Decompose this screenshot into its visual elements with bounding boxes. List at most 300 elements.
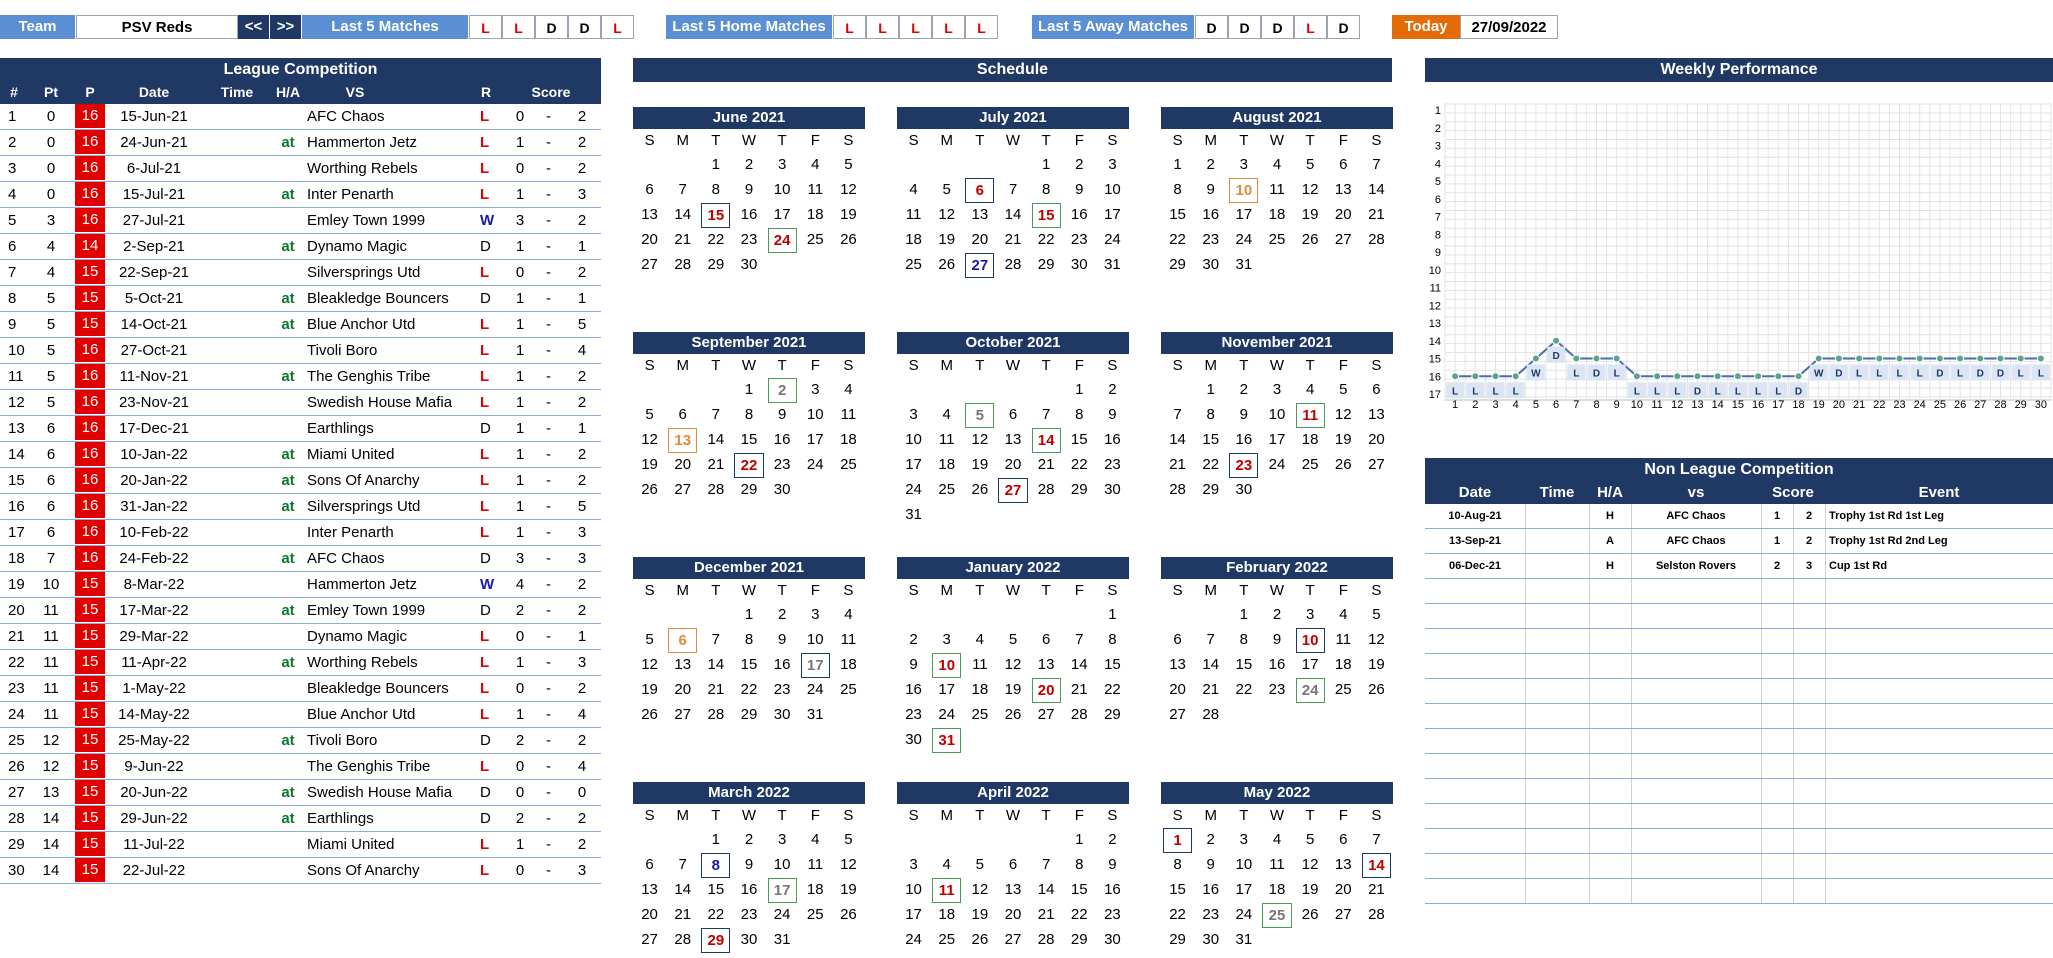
calendar-day[interactable]: 17 — [905, 906, 922, 923]
calendar-day[interactable]: 11 — [1269, 856, 1285, 873]
calendar-day[interactable]: 18 — [1268, 881, 1286, 898]
table-row[interactable] — [1425, 679, 2053, 704]
calendar-day[interactable]: 25 — [840, 456, 857, 473]
match-day[interactable]: 20 — [1032, 678, 1061, 703]
calendar-day[interactable]: 19 — [641, 456, 658, 473]
calendar-day[interactable]: 14 — [1202, 656, 1220, 673]
calendar-day[interactable]: 13 — [1334, 856, 1352, 873]
match-day[interactable]: 10 — [1229, 178, 1258, 203]
calendar-day[interactable]: 24 — [806, 456, 824, 473]
calendar-day[interactable]: 5 — [844, 156, 853, 173]
calendar-day[interactable]: 22 — [707, 906, 725, 923]
next-team-button[interactable]: >> — [270, 15, 301, 39]
calendar-day[interactable]: 10 — [1104, 181, 1121, 198]
calendar-day[interactable]: 12 — [971, 431, 989, 448]
calendar-day[interactable]: 18 — [806, 206, 824, 223]
calendar-day[interactable]: 26 — [938, 256, 956, 273]
calendar-day[interactable]: 12 — [938, 206, 956, 223]
match-day[interactable]: 2 — [768, 378, 797, 403]
calendar-day[interactable]: 11 — [938, 431, 955, 448]
calendar-day[interactable]: 19 — [1334, 431, 1352, 448]
calendar-day[interactable]: 8 — [1041, 181, 1051, 198]
calendar-day[interactable]: 16 — [1104, 431, 1121, 448]
calendar-day[interactable]: 10 — [1235, 856, 1253, 873]
calendar-day[interactable]: 3 — [811, 381, 820, 398]
calendar-day[interactable]: 20 — [1004, 456, 1022, 473]
calendar-day[interactable]: 13 — [1368, 406, 1385, 423]
calendar-day[interactable]: 8 — [1173, 181, 1182, 198]
calendar-day[interactable]: 19 — [971, 906, 989, 923]
table-row[interactable] — [1425, 879, 2053, 904]
calendar-day[interactable]: 27 — [641, 931, 658, 948]
calendar-day[interactable]: 1 — [1075, 381, 1084, 398]
calendar-day[interactable]: 2 — [1108, 381, 1117, 398]
calendar-day[interactable]: 3 — [1108, 156, 1117, 173]
calendar-day[interactable]: 21 — [1037, 456, 1055, 473]
calendar-day[interactable]: 25 — [840, 681, 857, 698]
calendar-day[interactable]: 25 — [938, 481, 956, 498]
calendar-day[interactable]: 26 — [971, 481, 989, 498]
match-day[interactable]: 8 — [701, 853, 730, 878]
table-row[interactable] — [1425, 754, 2053, 779]
match-day[interactable]: 13 — [668, 428, 697, 453]
calendar-day[interactable]: 18 — [938, 456, 956, 473]
calendar-day[interactable]: 12 — [1334, 406, 1352, 423]
calendar-day[interactable]: 20 — [1334, 206, 1352, 223]
table-row[interactable] — [1425, 729, 2053, 754]
table-row[interactable] — [1425, 504, 2053, 529]
calendar-day[interactable]: 26 — [971, 931, 989, 948]
calendar-day[interactable]: 13 — [971, 206, 989, 223]
calendar-day[interactable]: 20 — [674, 681, 692, 698]
calendar-day[interactable]: 6 — [1008, 856, 1018, 873]
calendar-day[interactable]: 8 — [744, 631, 754, 648]
calendar-day[interactable]: 14 — [1004, 206, 1022, 223]
calendar-day[interactable]: 16 — [773, 431, 791, 448]
calendar-day[interactable]: 27 — [641, 256, 658, 273]
match-day[interactable]: 29 — [701, 928, 730, 953]
calendar-day[interactable]: 26 — [1301, 231, 1319, 248]
calendar-day[interactable]: 27 — [1037, 706, 1055, 723]
calendar-day[interactable]: 28 — [1004, 256, 1022, 273]
calendar-day[interactable]: 4 — [811, 831, 820, 848]
calendar-day[interactable]: 22 — [1070, 456, 1088, 473]
calendar-day[interactable]: 19 — [1301, 206, 1319, 223]
table-row[interactable] — [0, 754, 601, 780]
table-row[interactable] — [0, 858, 601, 884]
calendar-day[interactable]: 10 — [806, 406, 824, 423]
calendar-day[interactable]: 30 — [773, 706, 791, 723]
calendar-day[interactable]: 7 — [1206, 631, 1215, 648]
calendar-day[interactable]: 18 — [905, 231, 922, 248]
calendar-day[interactable]: 12 — [971, 881, 989, 898]
prev-team-button[interactable]: << — [238, 15, 269, 39]
calendar-day[interactable]: 29 — [1070, 481, 1088, 498]
calendar-day[interactable]: 19 — [938, 231, 956, 248]
calendar-day[interactable]: 2 — [1206, 831, 1215, 848]
calendar-day[interactable]: 2 — [1239, 381, 1249, 398]
calendar-day[interactable]: 16 — [773, 656, 791, 673]
calendar-day[interactable]: 19 — [641, 681, 658, 698]
calendar-day[interactable]: 2 — [744, 831, 754, 848]
calendar-day[interactable]: 21 — [1037, 906, 1055, 923]
calendar-day[interactable]: 1 — [744, 606, 754, 623]
calendar-day[interactable]: 3 — [777, 831, 787, 848]
calendar-day[interactable]: 3 — [777, 156, 787, 173]
calendar-day[interactable]: 19 — [840, 206, 857, 223]
match-day[interactable]: 6 — [965, 178, 994, 203]
calendar-day[interactable]: 17 — [905, 456, 922, 473]
calendar-day[interactable]: 19 — [840, 881, 857, 898]
calendar-day[interactable]: 8 — [1108, 631, 1117, 648]
calendar-day[interactable]: 31 — [1235, 931, 1253, 948]
calendar-day[interactable]: 25 — [806, 906, 824, 923]
calendar-day[interactable]: 19 — [1301, 881, 1319, 898]
calendar-day[interactable]: 4 — [1272, 831, 1282, 848]
calendar-day[interactable]: 24 — [806, 681, 824, 698]
calendar-day[interactable]: 25 — [1268, 231, 1286, 248]
calendar-day[interactable]: 24 — [938, 706, 956, 723]
table-row[interactable] — [0, 104, 601, 130]
calendar-day[interactable]: 13 — [1169, 656, 1186, 673]
calendar-day[interactable]: 6 — [678, 406, 687, 423]
table-row[interactable] — [0, 130, 601, 156]
calendar-day[interactable]: 20 — [641, 906, 658, 923]
calendar-day[interactable]: 28 — [1368, 231, 1385, 248]
calendar-day[interactable]: 12 — [1301, 181, 1319, 198]
calendar-day[interactable]: 19 — [1004, 681, 1022, 698]
calendar-day[interactable]: 29 — [1169, 256, 1186, 273]
calendar-day[interactable]: 1 — [1075, 831, 1084, 848]
match-day[interactable]: 6 — [668, 628, 697, 653]
table-row[interactable] — [0, 208, 601, 234]
calendar-day[interactable]: 31 — [905, 506, 922, 523]
match-day[interactable]: 17 — [801, 653, 830, 678]
match-day[interactable]: 10 — [1296, 628, 1325, 653]
calendar-day[interactable]: 2 — [909, 631, 918, 648]
calendar-day[interactable]: 29 — [1104, 706, 1121, 723]
calendar-day[interactable]: 9 — [744, 856, 754, 873]
calendar-day[interactable]: 21 — [674, 906, 692, 923]
table-row[interactable] — [0, 806, 601, 832]
calendar-day[interactable]: 7 — [1075, 631, 1084, 648]
calendar-day[interactable]: 6 — [1008, 406, 1018, 423]
table-row[interactable] — [1425, 779, 2053, 804]
calendar-day[interactable]: 14 — [674, 206, 692, 223]
calendar-day[interactable]: 20 — [674, 456, 692, 473]
calendar-day[interactable]: 28 — [1368, 906, 1385, 923]
calendar-day[interactable]: 27 — [1368, 456, 1385, 473]
calendar-day[interactable]: 28 — [707, 481, 725, 498]
calendar-day[interactable]: 27 — [674, 706, 692, 723]
calendar-day[interactable]: 27 — [1334, 906, 1352, 923]
calendar-day[interactable]: 7 — [1372, 831, 1381, 848]
calendar-day[interactable]: 3 — [811, 606, 820, 623]
table-row[interactable] — [0, 624, 601, 650]
calendar-day[interactable]: 10 — [806, 631, 824, 648]
calendar-day[interactable]: 30 — [740, 256, 758, 273]
calendar-day[interactable]: 25 — [1301, 456, 1319, 473]
calendar-day[interactable]: 11 — [807, 856, 824, 873]
calendar-day[interactable]: 10 — [905, 881, 922, 898]
match-day[interactable]: 31 — [932, 728, 961, 753]
table-row[interactable] — [0, 650, 601, 676]
table-row[interactable] — [0, 182, 601, 208]
match-day[interactable]: 24 — [768, 228, 797, 253]
calendar-day[interactable]: 20 — [1004, 906, 1022, 923]
calendar-day[interactable]: 21 — [1004, 231, 1022, 248]
table-row[interactable] — [1425, 704, 2053, 729]
calendar-day[interactable]: 13 — [1037, 656, 1055, 673]
calendar-day[interactable]: 29 — [740, 706, 758, 723]
calendar-day[interactable]: 4 — [844, 606, 853, 623]
calendar-day[interactable]: 3 — [909, 406, 918, 423]
calendar-day[interactable]: 24 — [1235, 231, 1253, 248]
calendar-day[interactable]: 2 — [777, 606, 787, 623]
calendar-day[interactable]: 23 — [1070, 231, 1088, 248]
calendar-day[interactable]: 15 — [1070, 431, 1088, 448]
calendar-day[interactable]: 26 — [840, 906, 857, 923]
calendar-day[interactable]: 8 — [711, 181, 721, 198]
calendar-day[interactable]: 6 — [1372, 381, 1381, 398]
table-row[interactable] — [0, 156, 601, 182]
match-day[interactable]: 25 — [1262, 903, 1291, 928]
match-day[interactable]: 17 — [768, 878, 797, 903]
calendar-day[interactable]: 24 — [905, 931, 922, 948]
calendar-day[interactable]: 29 — [1169, 931, 1186, 948]
calendar-day[interactable]: 9 — [1108, 406, 1117, 423]
table-row[interactable] — [0, 676, 601, 702]
calendar-day[interactable]: 29 — [740, 481, 758, 498]
calendar-day[interactable]: 6 — [1173, 631, 1182, 648]
calendar-day[interactable]: 8 — [1206, 406, 1215, 423]
calendar-day[interactable]: 4 — [942, 856, 951, 873]
calendar-day[interactable]: 20 — [1334, 881, 1352, 898]
table-row[interactable] — [0, 468, 601, 494]
table-row[interactable] — [1425, 854, 2053, 879]
calendar-day[interactable]: 13 — [1004, 431, 1022, 448]
calendar-day[interactable]: 9 — [1075, 181, 1084, 198]
calendar-day[interactable]: 23 — [1104, 906, 1121, 923]
calendar-day[interactable]: 21 — [1202, 681, 1220, 698]
table-row[interactable] — [0, 364, 601, 390]
calendar-day[interactable]: 22 — [1070, 906, 1088, 923]
calendar-day[interactable]: 9 — [1239, 406, 1249, 423]
calendar-day[interactable]: 22 — [1104, 681, 1121, 698]
calendar-day[interactable]: 31 — [1235, 256, 1253, 273]
table-row[interactable] — [1425, 629, 2053, 654]
table-row[interactable] — [0, 572, 601, 598]
table-row[interactable] — [0, 546, 601, 572]
table-row[interactable] — [0, 260, 601, 286]
calendar-day[interactable]: 22 — [707, 231, 725, 248]
calendar-day[interactable]: 5 — [942, 181, 951, 198]
calendar-day[interactable]: 15 — [740, 431, 758, 448]
calendar-day[interactable]: 11 — [840, 406, 857, 423]
calendar-day[interactable]: 26 — [1301, 906, 1319, 923]
calendar-day[interactable]: 17 — [1235, 881, 1253, 898]
table-row[interactable] — [1425, 804, 2053, 829]
calendar-day[interactable]: 9 — [777, 406, 787, 423]
calendar-day[interactable]: 14 — [1169, 431, 1186, 448]
calendar-day[interactable]: 29 — [1070, 931, 1088, 948]
calendar-day[interactable]: 30 — [1202, 931, 1220, 948]
match-day[interactable]: 15 — [701, 203, 730, 228]
calendar-day[interactable]: 16 — [1235, 431, 1253, 448]
calendar-day[interactable]: 9 — [1206, 181, 1215, 198]
calendar-day[interactable]: 9 — [777, 631, 787, 648]
calendar-day[interactable]: 31 — [773, 931, 791, 948]
calendar-day[interactable]: 8 — [1173, 856, 1182, 873]
calendar-day[interactable]: 6 — [1041, 631, 1051, 648]
calendar-day[interactable]: 23 — [1202, 231, 1220, 248]
calendar-day[interactable]: 11 — [972, 656, 988, 673]
table-row[interactable] — [0, 702, 601, 728]
calendar-day[interactable]: 24 — [905, 481, 922, 498]
table-row[interactable] — [1425, 654, 2053, 679]
calendar-day[interactable]: 23 — [1104, 456, 1121, 473]
calendar-day[interactable]: 21 — [674, 231, 692, 248]
calendar-day[interactable]: 2 — [1108, 831, 1117, 848]
calendar-day[interactable]: 30 — [1104, 481, 1121, 498]
table-row[interactable] — [0, 416, 601, 442]
calendar-day[interactable]: 15 — [740, 656, 758, 673]
calendar-day[interactable]: 8 — [1239, 631, 1249, 648]
calendar-day[interactable]: 5 — [975, 856, 985, 873]
calendar-day[interactable]: 25 — [938, 931, 956, 948]
match-day[interactable]: 27 — [965, 253, 994, 278]
calendar-day[interactable]: 7 — [711, 406, 721, 423]
calendar-day[interactable]: 1 — [1173, 156, 1182, 173]
calendar-day[interactable]: 21 — [1070, 681, 1088, 698]
calendar-day[interactable]: 4 — [1339, 606, 1348, 623]
table-row[interactable] — [1425, 529, 2053, 554]
calendar-day[interactable]: 17 — [773, 206, 791, 223]
calendar-day[interactable]: 15 — [1235, 656, 1253, 673]
calendar-day[interactable]: 22 — [1169, 906, 1186, 923]
calendar-day[interactable]: 30 — [773, 481, 791, 498]
calendar-day[interactable]: 23 — [1202, 906, 1220, 923]
calendar-day[interactable]: 29 — [707, 256, 725, 273]
match-day[interactable]: 22 — [734, 453, 763, 478]
calendar-day[interactable]: 28 — [707, 706, 725, 723]
calendar-day[interactable]: 17 — [1235, 206, 1253, 223]
calendar-day[interactable]: 2 — [1206, 156, 1215, 173]
table-row[interactable] — [1425, 604, 2053, 629]
calendar-day[interactable]: 14 — [707, 656, 725, 673]
calendar-day[interactable]: 17 — [1104, 206, 1121, 223]
calendar-day[interactable]: 15 — [1202, 431, 1220, 448]
calendar-day[interactable]: 20 — [971, 231, 989, 248]
calendar-day[interactable]: 4 — [975, 631, 985, 648]
calendar-day[interactable]: 10 — [905, 431, 922, 448]
calendar-day[interactable]: 26 — [840, 231, 857, 248]
calendar-day[interactable]: 17 — [806, 431, 824, 448]
calendar-day[interactable]: 25 — [806, 231, 824, 248]
calendar-day[interactable]: 2 — [1075, 156, 1084, 173]
calendar-day[interactable]: 25 — [1334, 681, 1352, 698]
calendar-day[interactable]: 9 — [744, 181, 754, 198]
calendar-day[interactable]: 28 — [1070, 706, 1088, 723]
calendar-day[interactable]: 18 — [971, 681, 989, 698]
calendar-day[interactable]: 3 — [942, 631, 951, 648]
calendar-day[interactable]: 1 — [711, 156, 721, 173]
calendar-day[interactable]: 5 — [1372, 606, 1381, 623]
calendar-day[interactable]: 5 — [1008, 631, 1018, 648]
calendar-day[interactable]: 6 — [1339, 156, 1348, 173]
calendar-day[interactable]: 17 — [938, 681, 956, 698]
table-row[interactable] — [0, 234, 601, 260]
calendar-day[interactable]: 14 — [1037, 881, 1055, 898]
calendar-day[interactable]: 16 — [905, 681, 922, 698]
calendar-day[interactable]: 30 — [1235, 481, 1253, 498]
calendar-day[interactable]: 5 — [1339, 381, 1348, 398]
calendar-day[interactable]: 27 — [674, 481, 692, 498]
calendar-day[interactable]: 21 — [707, 681, 725, 698]
calendar-day[interactable]: 15 — [1169, 206, 1186, 223]
table-row[interactable] — [0, 442, 601, 468]
table-row[interactable] — [1425, 579, 2053, 604]
calendar-day[interactable]: 20 — [1368, 431, 1385, 448]
calendar-day[interactable]: 30 — [1202, 256, 1220, 273]
calendar-day[interactable]: 1 — [1206, 381, 1215, 398]
calendar-day[interactable]: 23 — [740, 231, 758, 248]
calendar-day[interactable]: 11 — [840, 631, 857, 648]
calendar-day[interactable]: 28 — [674, 256, 692, 273]
calendar-day[interactable]: 22 — [1202, 456, 1220, 473]
calendar-day[interactable]: 25 — [905, 256, 922, 273]
calendar-day[interactable]: 4 — [844, 381, 853, 398]
calendar-day[interactable]: 23 — [773, 456, 791, 473]
calendar-day[interactable]: 25 — [971, 706, 989, 723]
calendar-day[interactable]: 28 — [1202, 706, 1220, 723]
match-day[interactable]: 27 — [998, 478, 1027, 503]
calendar-day[interactable]: 14 — [674, 881, 692, 898]
calendar-day[interactable]: 21 — [1368, 881, 1385, 898]
calendar-day[interactable]: 5 — [844, 831, 853, 848]
calendar-day[interactable]: 26 — [1334, 456, 1352, 473]
calendar-day[interactable]: 11 — [807, 181, 824, 198]
calendar-day[interactable]: 16 — [740, 206, 758, 223]
calendar-day[interactable]: 24 — [1235, 906, 1253, 923]
calendar-day[interactable]: 3 — [1239, 156, 1249, 173]
calendar-day[interactable]: 13 — [1004, 881, 1022, 898]
calendar-day[interactable]: 18 — [806, 881, 824, 898]
calendar-day[interactable]: 29 — [1037, 256, 1055, 273]
calendar-day[interactable]: 12 — [1301, 856, 1319, 873]
calendar-day[interactable]: 30 — [740, 931, 758, 948]
table-row[interactable] — [1425, 829, 2053, 854]
calendar-day[interactable]: 4 — [1305, 381, 1315, 398]
table-row[interactable] — [0, 598, 601, 624]
calendar-day[interactable]: 28 — [1037, 931, 1055, 948]
table-row[interactable] — [1425, 554, 2053, 579]
calendar-day[interactable]: 27 — [1169, 706, 1186, 723]
calendar-day[interactable]: 16 — [740, 881, 758, 898]
match-day[interactable]: 24 — [1296, 678, 1325, 703]
calendar-day[interactable]: 6 — [1339, 831, 1348, 848]
calendar-day[interactable]: 12 — [1004, 656, 1022, 673]
table-row[interactable] — [0, 494, 601, 520]
calendar-day[interactable]: 10 — [773, 181, 791, 198]
calendar-day[interactable]: 24 — [1268, 456, 1286, 473]
match-day[interactable]: 15 — [1032, 203, 1061, 228]
calendar-day[interactable]: 9 — [1206, 856, 1215, 873]
calendar-day[interactable]: 11 — [1335, 631, 1352, 648]
calendar-day[interactable]: 18 — [1301, 431, 1319, 448]
calendar-day[interactable]: 13 — [674, 656, 692, 673]
table-row[interactable] — [0, 520, 601, 546]
